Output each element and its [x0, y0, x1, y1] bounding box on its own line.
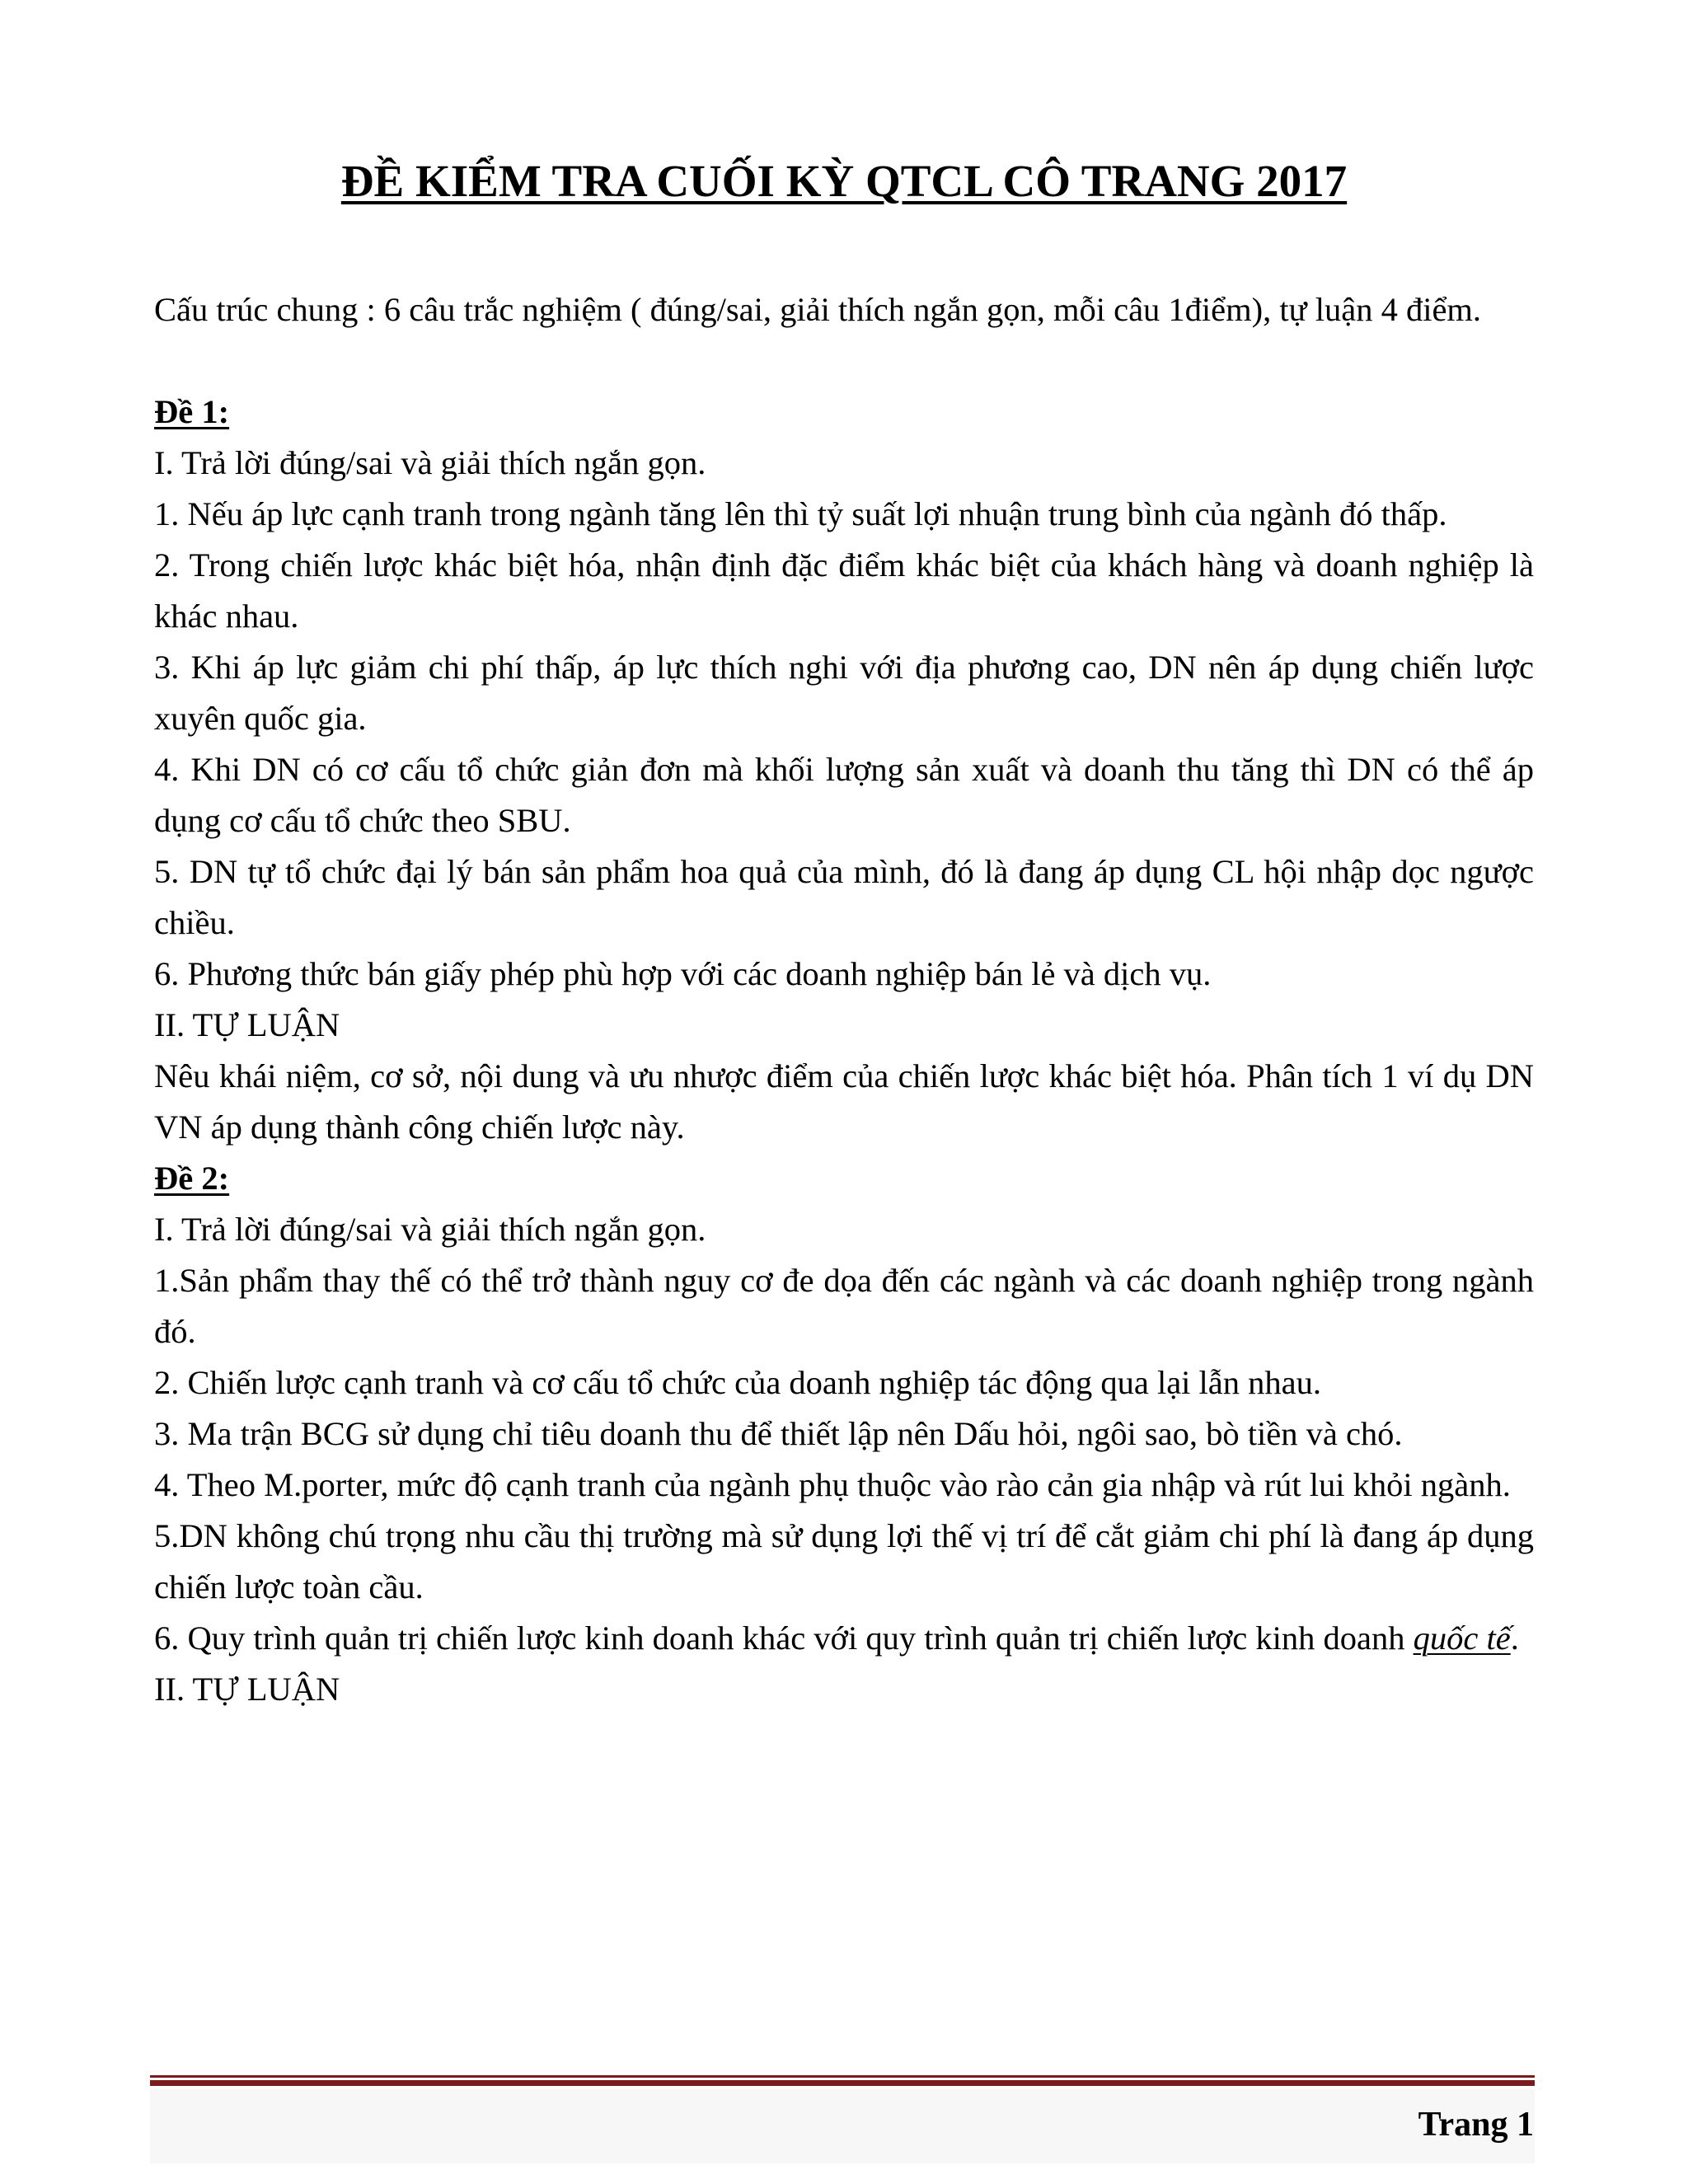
exam-1-section: [154, 387, 1534, 1153]
exam-2-question-1: 1.Sản phẩm thay thế có thể trở thành nguy cơ đe dọa đến các ngành và các doanh nghiệp trong ngành đó.: [154, 1262, 1534, 1350]
exam-2-section: [154, 1153, 1534, 1715]
footer-rule-thin: [150, 2075, 1535, 2078]
exam-2-question-5: 5.DN không chú trọng nhu cầu thị trường mà sử dụng lợi thế vị trí để cắt giảm chi phí là đang áp dụng chiến lược toàn cầu.: [154, 1517, 1534, 1605]
exam-2-part1-title: I. Trả lời đúng/sai và giải thích ngắn gọn.: [154, 1211, 706, 1248]
exam-1-question-3: 3. Khi áp lực giảm chi phí thấp, áp lực thích nghi với địa phương cao, DN nên áp dụng chiến lược xuyên quốc gia.: [154, 649, 1534, 737]
exam-1-part2-title: II. TỰ LUẬN: [154, 1006, 340, 1043]
exam-2-question-6-suffix: .: [1510, 1619, 1519, 1657]
exam-1-part1-title: I. Trả lời đúng/sai và giải thích ngắn gọn.: [154, 444, 706, 481]
footer-rule: [150, 2075, 1535, 2087]
exam-2-question-4: 4. Theo M.porter, mức độ cạnh tranh của ngành phụ thuộc vào rào cản gia nhập và rút lui khỏi ngành.: [154, 1466, 1511, 1503]
exam-2-question-3: 3. Ma trận BCG sử dụng chỉ tiêu doanh thu để thiết lập nên Dấu hỏi, ngôi sao, bò tiền và chó.: [154, 1415, 1403, 1452]
exam-1-question-2: 2. Trong chiến lược khác biệt hóa, nhận định đặc điểm khác biệt của khách hàng và doanh nghiệp là khác nhau.: [154, 546, 1534, 635]
footer-background: [150, 2089, 1535, 2163]
exam-2-part2-title: II. TỰ LUẬN: [154, 1671, 340, 1708]
exam-2-heading: Đề 2:: [154, 1160, 230, 1197]
document-body: [154, 284, 1534, 1715]
exam-1-question-6: 6. Phương thức bán giấy phép phù hợp với các doanh nghiệp bán lẻ và dịch vụ.: [154, 955, 1212, 992]
exam-1-question-4: 4. Khi DN có cơ cấu tổ chức giản đơn mà khối lượng sản xuất và doanh thu tăng thì DN có thể áp dụng cơ cấu tổ chức theo SBU.: [154, 751, 1534, 839]
exam-1-question-1: 1. Nếu áp lực cạnh tranh trong ngành tăng lên thì tỷ suất lợi nhuận trung bình của ngành đó thấp.: [154, 495, 1447, 532]
exam-2-question-6-emphasis: quốc tế: [1413, 1619, 1511, 1657]
exam-1-heading: Đề 1:: [154, 393, 230, 430]
footer-rule-thick: [150, 2080, 1535, 2086]
exam-2-question-6-text: 6. Quy trình quản trị chiến lược kinh doanh khác với quy trình quản trị chiến lược kinh doanh: [154, 1619, 1414, 1657]
exam-1-essay: Nêu khái niệm, cơ sở, nội dung và ưu nhược điểm của chiến lược khác biệt hóa. Phân tích 1 ví dụ DN VN áp dụng thành công chiến lược này.: [154, 1057, 1534, 1146]
page-number: Trang 1: [1418, 2106, 1534, 2144]
exam-2-question-2: 2. Chiến lược cạnh tranh và cơ cấu tổ chức của doanh nghiệp tác động qua lại lẫn nhau.: [154, 1364, 1321, 1401]
exam-2-question-6: [154, 1613, 1534, 1664]
document-title: ĐỀ KIỂM TRA CUỐI KỲ QTCL CÔ TRANG 2017: [340, 156, 1348, 206]
exam-1-question-5: 5. DN tự tổ chức đại lý bán sản phẩm hoa quả của mình, đó là đang áp dụng CL hội nhập dọc ngược chiều.: [154, 853, 1534, 941]
intro-paragraph: Cấu trúc chung : 6 câu trắc nghiệm ( đúng/sai, giải thích ngắn gọn, mỗi câu 1điểm), tự luận 4 điểm.: [154, 291, 1482, 328]
